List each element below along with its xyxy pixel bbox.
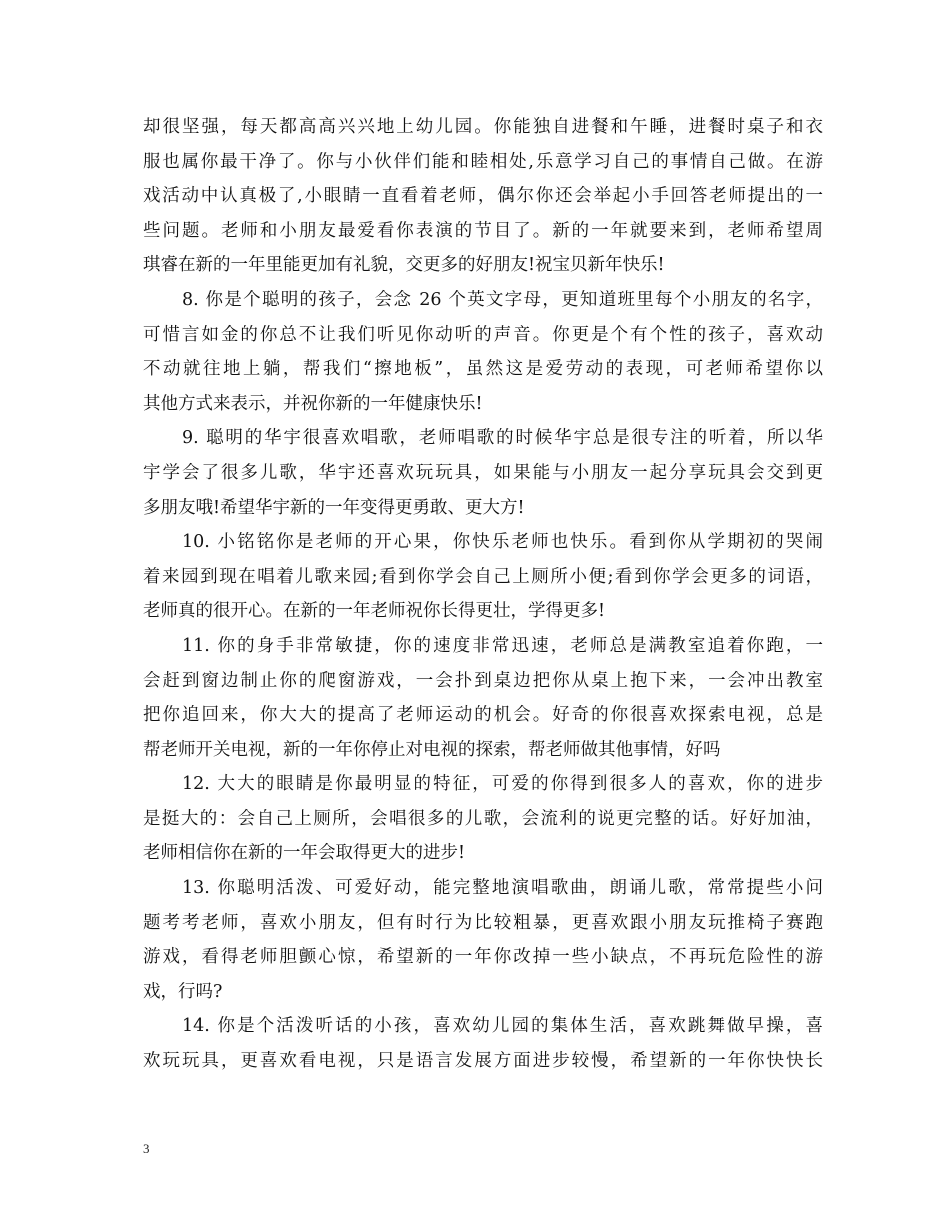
page-number: 3 xyxy=(143,1141,150,1156)
text-line: 服也属你最干净了。你与小伙伴们能和睦相处,乐意学习自己的事情自己做。在游 xyxy=(143,151,823,172)
text-line: 欢玩玩具，更喜欢看电视，只是语言发展方面进步较慢，希望新的一年你快快长 xyxy=(143,1051,823,1072)
text-line: 10. 小铭铭你是老师的开心果，你快乐老师也快乐。看到你从学期初的哭闹 xyxy=(182,532,823,553)
text-line: 些问题。老师和小朋友最爱看你表演的节目了。新的一年就要来到，老师希望周 xyxy=(143,220,823,241)
body-text xyxy=(143,110,823,1079)
text-line: 却很坚强，每天都高高兴兴地上幼儿园。你能独自进餐和午睡，进餐时桌子和衣 xyxy=(143,117,823,137)
text-line: 不动就往地上躺，帮我们“擦地板”，虽然这是爱劳动的表现，可老师希望你以 xyxy=(143,359,823,380)
text-line: 8. 你是个聪明的孩子，会念 26 个英文字母，更知道班里每个小朋友的名字， xyxy=(182,289,823,310)
text-line: 会赶到窗边制止你的爬窗游戏，一会扑到桌边把你从桌上抱下来，一会冲出教室 xyxy=(143,670,823,691)
text-line: 其他方式来表示，并祝你新的一年健康快乐! xyxy=(143,393,483,414)
text-line: 12. 大大的眼睛是你最明显的特征，可爱的你得到很多人的喜欢，你的进步 xyxy=(182,774,823,795)
text-line: 把你追回来，你大大的提高了老师运动的机会。好奇的你很喜欢探索电视，总是 xyxy=(143,705,823,726)
text-line: 戏，行吗? xyxy=(143,981,223,1002)
text-line: 琪睿在新的一年里能更加有礼貌，交更多的好朋友!祝宝贝新年快乐! xyxy=(143,255,665,276)
text-line: 9. 聪明的华宇很喜欢唱歌，老师唱歌的时候华宇总是很专注的听着，所以华 xyxy=(182,428,823,449)
text-line: 老师真的很开心。在新的一年老师祝你长得更壮，学得更多! xyxy=(143,601,606,622)
text-line: 可惜言如金的你总不让我们听见你动听的声音。你更是个有个性的孩子，喜欢动 xyxy=(143,324,823,345)
text-line: 题考考老师，喜欢小朋友，但有时行为比较粗暴，更喜欢跟小朋友玩推椅子赛跑 xyxy=(143,912,823,933)
text-line: 老师相信你在新的一年会取得更大的进步! xyxy=(143,843,466,864)
text-line: 13. 你聪明活泼、可爱好动，能完整地演唱歌曲，朗诵儿歌，常常提些小问 xyxy=(182,878,823,899)
text-line: 着来园到现在唱着儿歌来园;看到你学会自己上厕所小便;看到你学会更多的词语， xyxy=(143,566,823,587)
text-line: 帮老师开关电视，新的一年你停止对电视的探索，帮老师做其他事情，好吗 xyxy=(143,739,721,760)
text-line: 14. 你是个活泼听话的小孩，喜欢幼儿园的集体生活，喜欢跳舞做早操，喜 xyxy=(182,1016,823,1037)
text-line: 宇学会了很多儿歌，华宇还喜欢玩玩具，如果能与小朋友一起分享玩具会交到更 xyxy=(143,462,823,483)
text-line: 多朋友哦!希望华宇新的一年变得更勇敢、更大方! xyxy=(143,497,525,518)
text-line: 是挺大的：会自己上厕所，会唱很多的儿歌，会流利的说更完整的话。好好加油， xyxy=(143,808,823,829)
text-line: 游戏，看得老师胆颤心惊，希望新的一年你改掉一些小缺点，不再玩危险性的游 xyxy=(143,947,823,968)
text-line: 11. 你的身手非常敏捷，你的速度非常迅速，老师总是满教室追着你跑，一 xyxy=(182,635,823,656)
text-line: 戏活动中认真极了,小眼睛一直看着老师，偶尔你还会举起小手回答老师提出的一 xyxy=(143,186,823,207)
